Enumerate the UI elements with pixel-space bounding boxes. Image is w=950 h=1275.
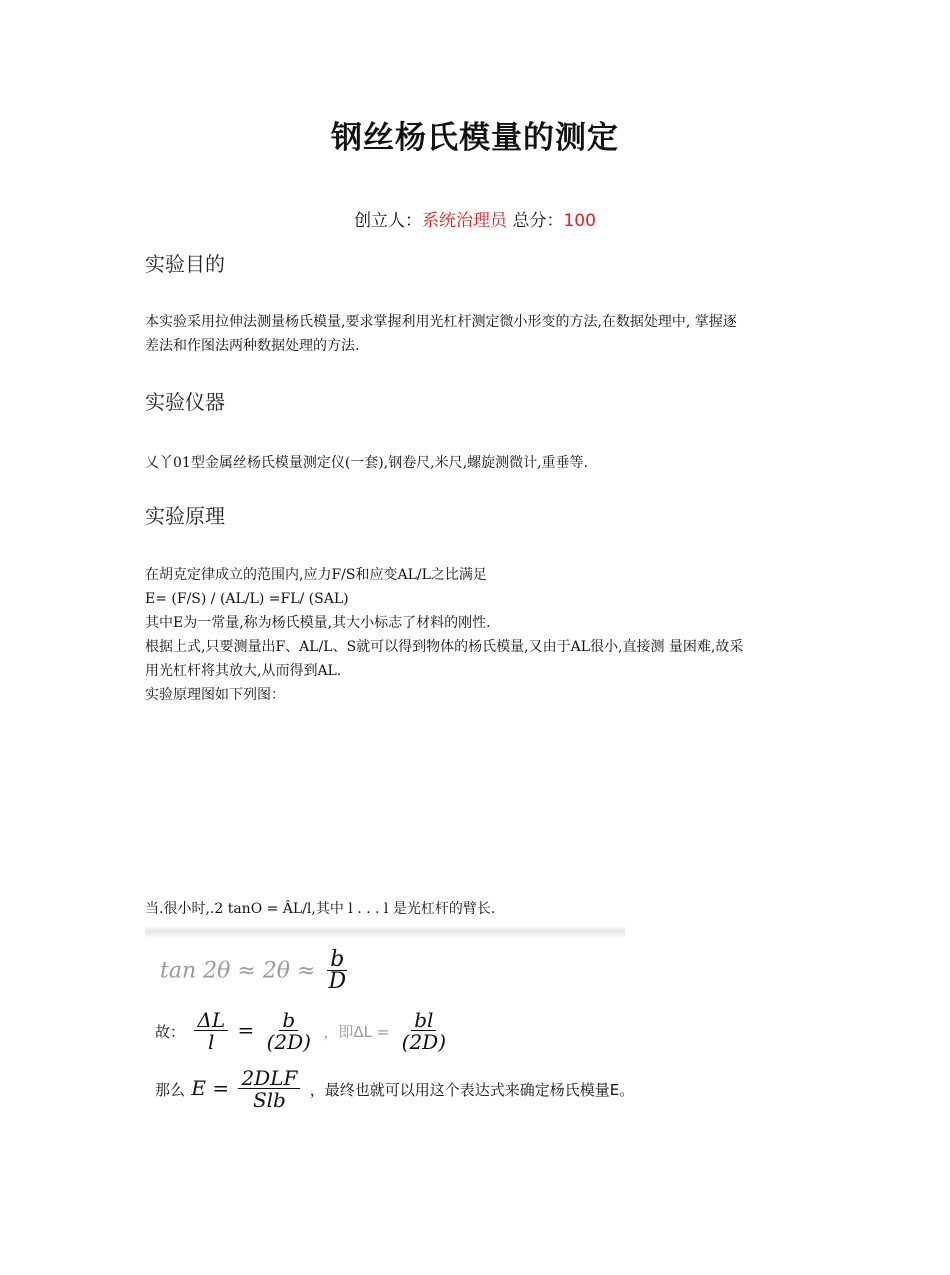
formula-ji-text: ，即ΔL = xyxy=(323,1023,390,1041)
purpose-line: 差法和作图法两种数据处理的方法. xyxy=(145,338,360,354)
formula-dl-num: ΔL xyxy=(194,1010,228,1031)
formula-delta-l xyxy=(155,1010,452,1053)
heading-instruments: 实验仪器 xyxy=(145,390,225,414)
principle-line: 根据上式,只要测量出F、AL/L、S就可以得到物体的杨氏模量,又由于AL很小,直接测 量困难,故采 xyxy=(145,639,744,655)
formula-e-suffix: ，最终也就可以用这个表达式来确定杨氏模量E。 xyxy=(309,1081,635,1099)
formula-b2d-frac xyxy=(264,1010,314,1053)
page-title: 钢丝杨氏模量的测定 xyxy=(331,120,619,156)
formula-tan-frac xyxy=(325,947,349,994)
scan-smudge xyxy=(145,926,625,938)
principle-line: 用光杠杆将其放大,从而得到AL. xyxy=(145,663,342,679)
formula-b2d-num: b xyxy=(279,1010,298,1031)
heading-purpose: 实验目的 xyxy=(145,252,225,276)
meta-line xyxy=(0,206,950,231)
formula-e-frac xyxy=(238,1068,300,1111)
principle-line: 其中E为一常量,称为杨氏模量,其大小标志了材料的刚性. xyxy=(145,615,491,631)
score-value: 100 xyxy=(563,211,596,231)
equals-sign: = xyxy=(237,1018,255,1042)
formula-name-prefix: 那么 xyxy=(155,1081,186,1099)
formula-bl2d-frac xyxy=(399,1010,449,1053)
formula-young xyxy=(155,1068,634,1111)
heading-principle: 实验原理 xyxy=(145,504,225,528)
scan-line-small-angle: 当.很小时,.2 tanO = ÂL/l,其中 l . . . l 是光杠杆的臂长. xyxy=(145,901,496,917)
instruments-line: 乂丫01型金属丝杨氏模量测定仪(一套),钢卷尺,米尺,螺旋测微计,重垂等. xyxy=(145,455,588,471)
formula-dl-den: l xyxy=(208,1030,215,1054)
formula-tan-num: b xyxy=(327,950,347,971)
principle-line: 实验原理图如下列图： xyxy=(145,687,285,703)
formula-b2d-den: (2D) xyxy=(266,1030,311,1054)
creator-name: 系统治理员 xyxy=(422,211,508,231)
score-label: 总分： xyxy=(512,211,564,231)
formula-gu-prefix: 故： xyxy=(155,1023,186,1041)
principle-line: 在胡克定律成立的范围内,应力F/S和应变AL/L之比满足 xyxy=(145,567,487,583)
purpose-line: 本实验采用拉伸法测量杨氏模量,要求掌握利用光杠杆测定微小形变的方法,在数据处理中, 掌握逐 xyxy=(145,314,737,330)
instruments-paragraph xyxy=(145,451,850,475)
formula-e-num: 2DLF xyxy=(238,1068,300,1089)
formula-tan xyxy=(160,947,352,994)
formula-dl-frac xyxy=(194,1010,228,1053)
formula-tan-lhs: tan 2θ ≈ 2θ ≈ xyxy=(160,958,316,984)
principle-line: E= (F/S) / (AL/L) =FL/ (SAL) xyxy=(145,591,349,607)
principle-paragraph xyxy=(145,563,850,707)
formula-e-lhs: E = xyxy=(191,1076,230,1100)
formula-bl2d-den: (2D) xyxy=(401,1030,447,1054)
formula-bl2d-num: bl xyxy=(411,1010,436,1031)
purpose-paragraph xyxy=(145,310,850,358)
creator-label: 创立人： xyxy=(354,211,423,231)
formula-e-den: Slb xyxy=(252,1088,286,1112)
formula-tan-den: D xyxy=(328,969,347,994)
